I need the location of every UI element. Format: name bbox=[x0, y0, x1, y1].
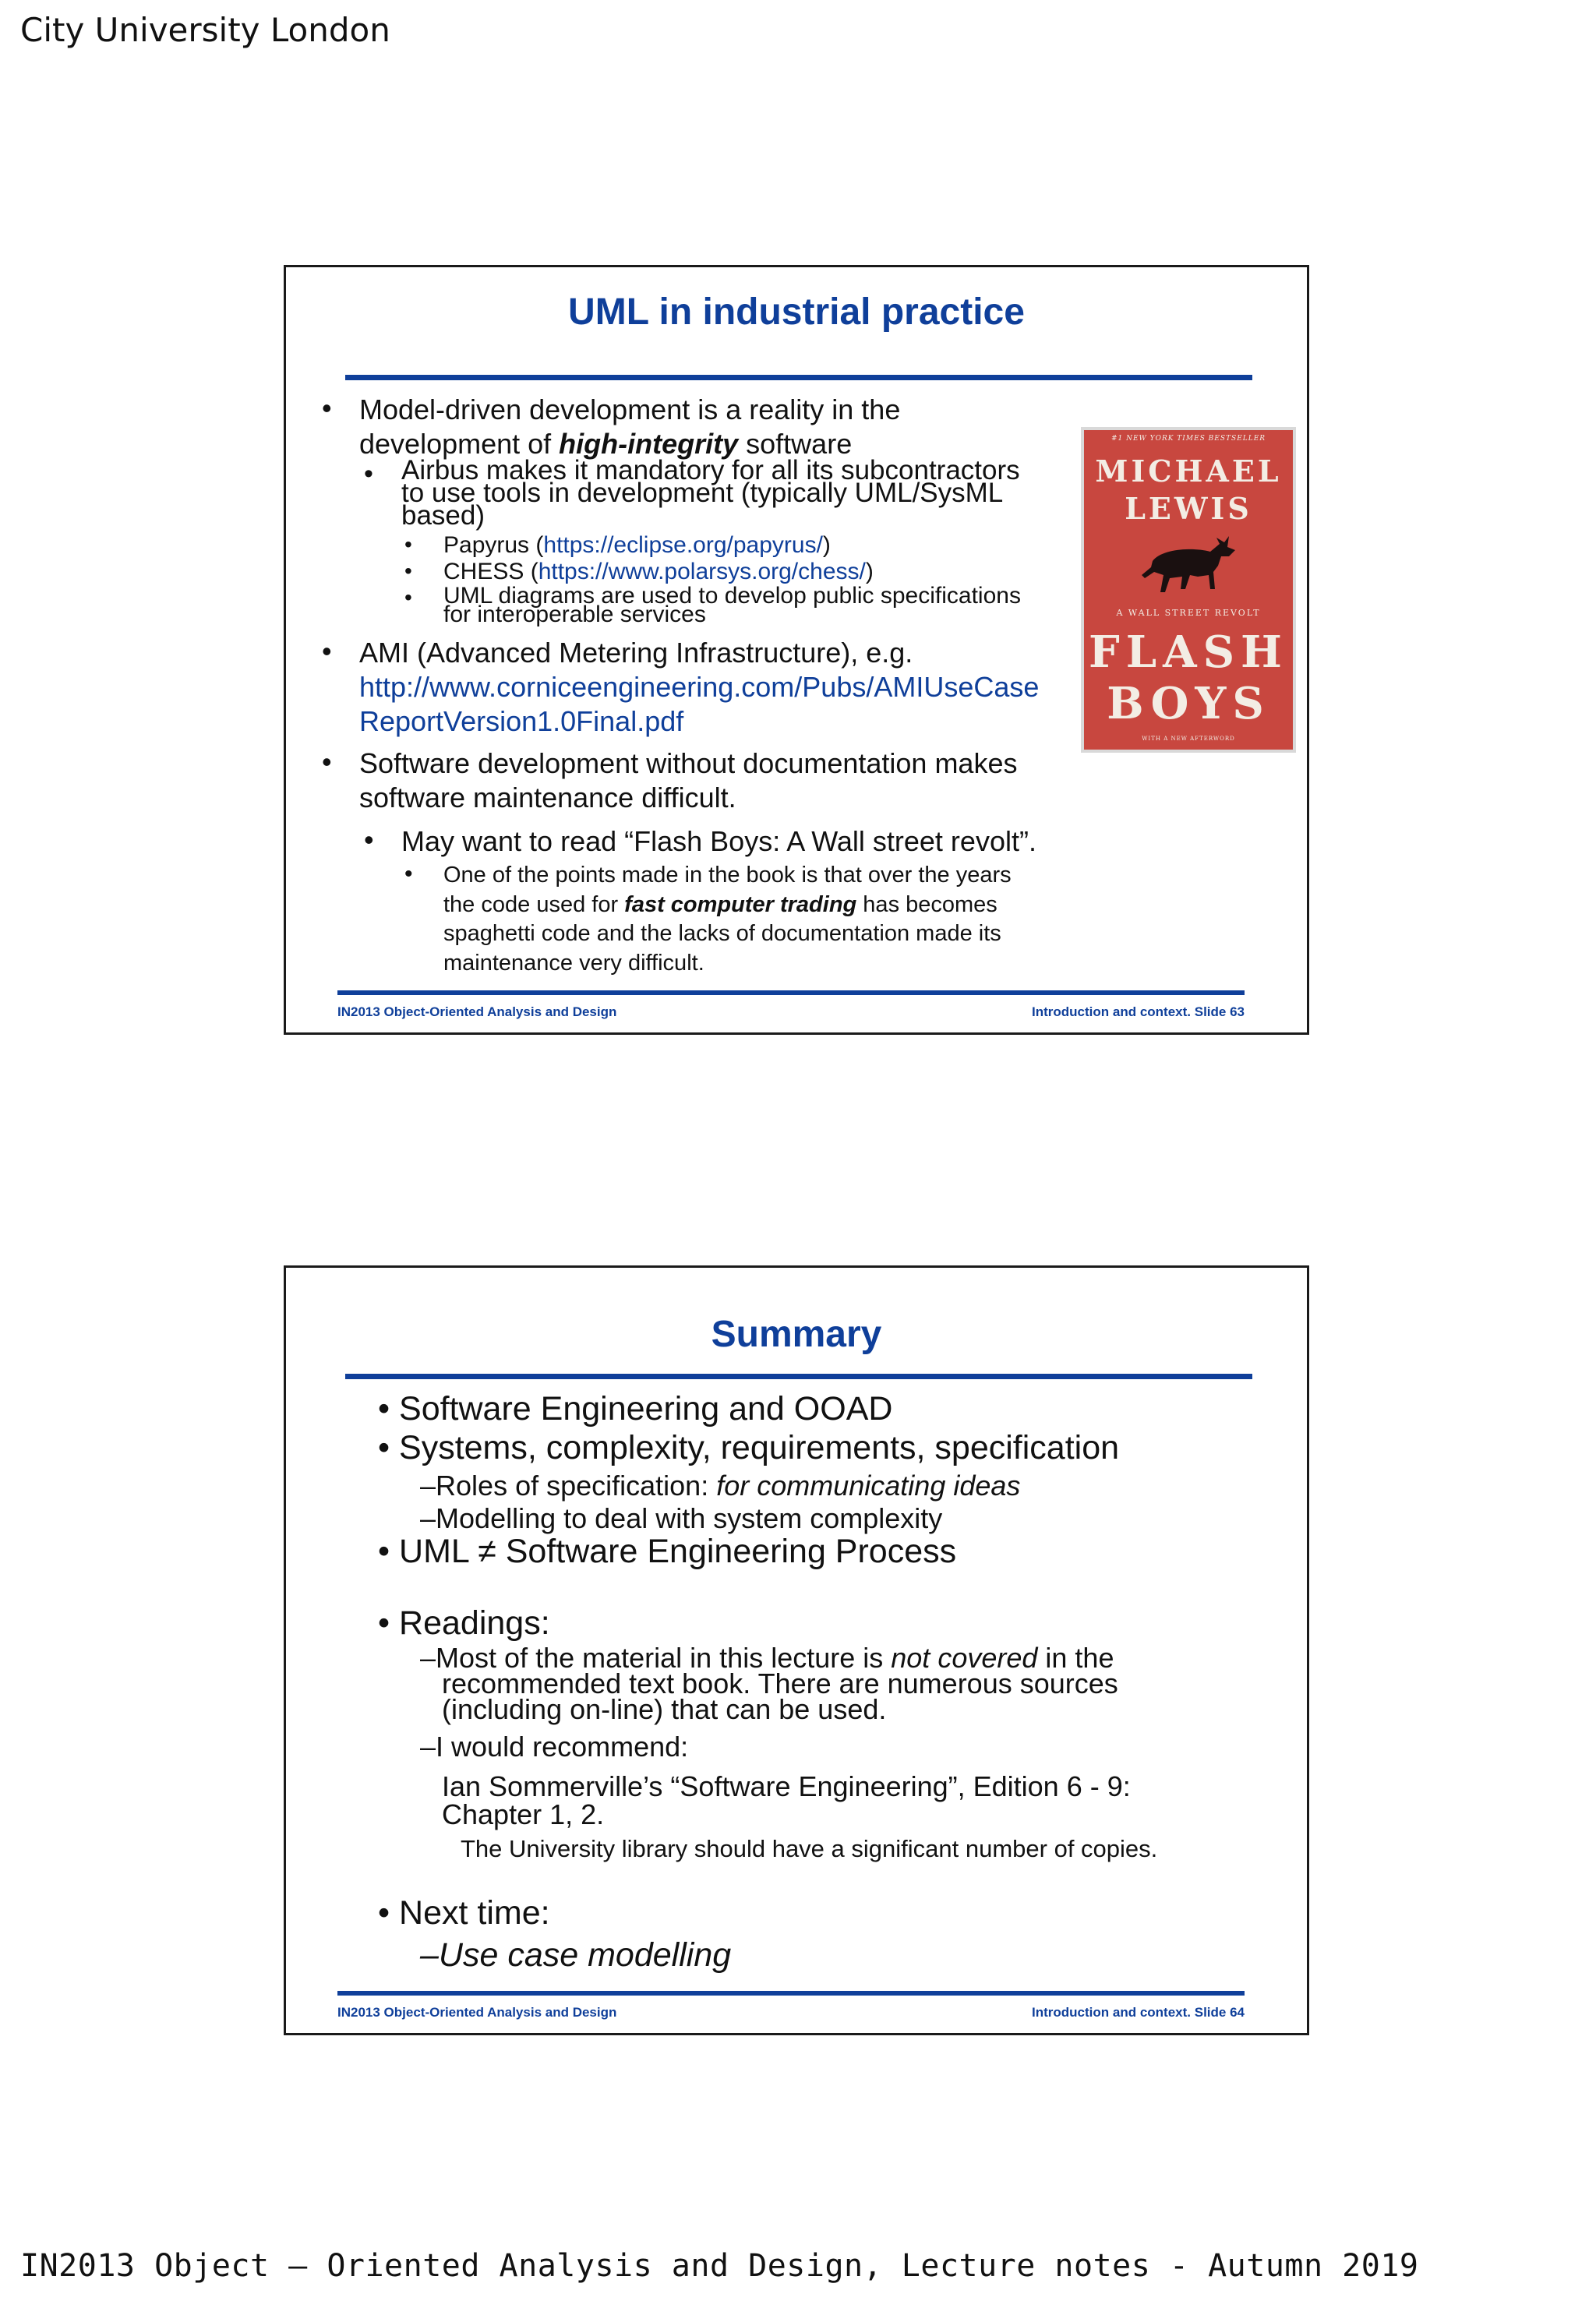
bullet-flash-boys-point: One of the points made in the book is that over the years the code used for fast computer trading has becomes spaghetti code and the lacks of documentation made its maintenance very difficult. bbox=[443, 863, 1012, 976]
slide-64 bbox=[284, 1265, 1309, 2035]
readings-recommend: –I would recommend: bbox=[420, 1731, 689, 1763]
title-rule bbox=[345, 1374, 1252, 1379]
slide-title: Summary bbox=[711, 1314, 882, 1355]
bullet-model-driven: Model-driven development is a reality in the bbox=[359, 393, 901, 425]
summary-item-systems: • Systems, complexity, requirements, specification bbox=[378, 1429, 1120, 1466]
bullet-dot: • bbox=[322, 635, 332, 667]
footer-rule bbox=[337, 990, 1245, 995]
bullet-software-dev-line2: software maintenance difficult. bbox=[359, 782, 736, 813]
bullet-chess: CHESS (https://www.polarsys.org/chess/) bbox=[443, 559, 874, 584]
slide-63 bbox=[284, 265, 1309, 1035]
summary-sub-modelling: –Modelling to deal with system complexity bbox=[420, 1502, 943, 1534]
papyrus-link[interactable]: https://eclipse.org/papyrus/ bbox=[543, 532, 823, 558]
bullet-uml-diagrams: UML diagrams are used to develop public specifications for interoperable services bbox=[443, 583, 1021, 627]
flash-boys-book-cover bbox=[1081, 427, 1296, 753]
bullet-dot: • bbox=[404, 559, 412, 583]
bullet-dot: • bbox=[364, 459, 373, 489]
bullet-dot: • bbox=[404, 532, 412, 556]
summary-item-readings: • Readings: bbox=[378, 1604, 550, 1642]
footer-rule bbox=[337, 1991, 1245, 1996]
bull-icon bbox=[1139, 533, 1240, 597]
bullet-papyrus: Papyrus (https://eclipse.org/papyrus/) bbox=[443, 532, 831, 558]
slide-footer-number: Introduction and context. Slide 63 bbox=[1032, 1004, 1245, 1019]
book-title-line1: FLASH bbox=[1089, 626, 1288, 678]
book-author-first: MICHAEL bbox=[1095, 453, 1282, 489]
slide-title: UML in industrial practice bbox=[568, 291, 1025, 333]
bullet-dot: • bbox=[364, 824, 374, 856]
slide-footer-number: Introduction and context. Slide 64 bbox=[1032, 2005, 1245, 2020]
book-subtitle: A WALL STREET REVOLT bbox=[1116, 608, 1261, 618]
book-title-line2: BOYS bbox=[1107, 678, 1270, 729]
bullet-dot: • bbox=[322, 746, 332, 778]
summary-item-next-time: • Next time: bbox=[378, 1894, 550, 1932]
readings-library-note: The University library should have a significant number of copies. bbox=[461, 1835, 1158, 1862]
page-header: City University London bbox=[20, 11, 390, 49]
readings-sommerville: Ian Sommerville’s “Software Engineering”, Edition 6 - 9: Chapter 1, 2. bbox=[442, 1770, 1131, 1830]
bullet-flash-boys: May want to read “Flash Boys: A Wall street revolt”. bbox=[401, 825, 1036, 857]
slide-footer-course: IN2013 Object-Oriented Analysis and Design bbox=[337, 2005, 617, 2020]
bullet-airbus: Airbus makes it mandatory for all its subcontractors to use tools in development (typically UML/SysML based) bbox=[401, 455, 1020, 531]
bullet-dot: • bbox=[404, 861, 413, 887]
bullet-dot: • bbox=[404, 585, 412, 609]
ami-link-line2[interactable]: ReportVersion1.0Final.pdf bbox=[359, 705, 684, 737]
summary-item-uml: • UML ≠ Software Engineering Process bbox=[378, 1533, 957, 1570]
book-author-last: LEWIS bbox=[1125, 491, 1252, 526]
slide-footer-course: IN2013 Object-Oriented Analysis and Design bbox=[337, 1004, 617, 1019]
book-banner: #1 NEW YORK TIMES BESTSELLER bbox=[1110, 435, 1266, 443]
ami-link[interactable]: http://www.corniceengineering.com/Pubs/AMIUseCase bbox=[359, 671, 1040, 703]
bullet-model-driven-line2: development of high-integrity software bbox=[359, 428, 853, 460]
next-topic: –Use case modelling bbox=[420, 1936, 732, 1974]
title-rule bbox=[345, 375, 1252, 380]
chess-link[interactable]: https://www.polarsys.org/chess/ bbox=[538, 559, 866, 584]
book-edition: WITH A NEW AFTERWORD bbox=[1142, 736, 1235, 742]
summary-item-ooad: • Software Engineering and OOAD bbox=[378, 1390, 893, 1428]
bullet-software-dev: Software development without documentation makes bbox=[359, 747, 1018, 779]
bullet-ami: AMI (Advanced Metering Infrastructure), e.g. bbox=[359, 637, 913, 669]
bullet-dot: • bbox=[322, 392, 332, 424]
page-footer: IN2013 Object – Oriented Analysis and Design, Lecture notes - Autumn 2019 bbox=[20, 2248, 1419, 2284]
readings-material-note: –Most of the material in this lecture is not covered in the recommended text book. There are numerous sources (including on-line) that can be used. bbox=[420, 1642, 1118, 1725]
summary-sub-roles: –Roles of specification: for communicating ideas bbox=[420, 1470, 1021, 1502]
